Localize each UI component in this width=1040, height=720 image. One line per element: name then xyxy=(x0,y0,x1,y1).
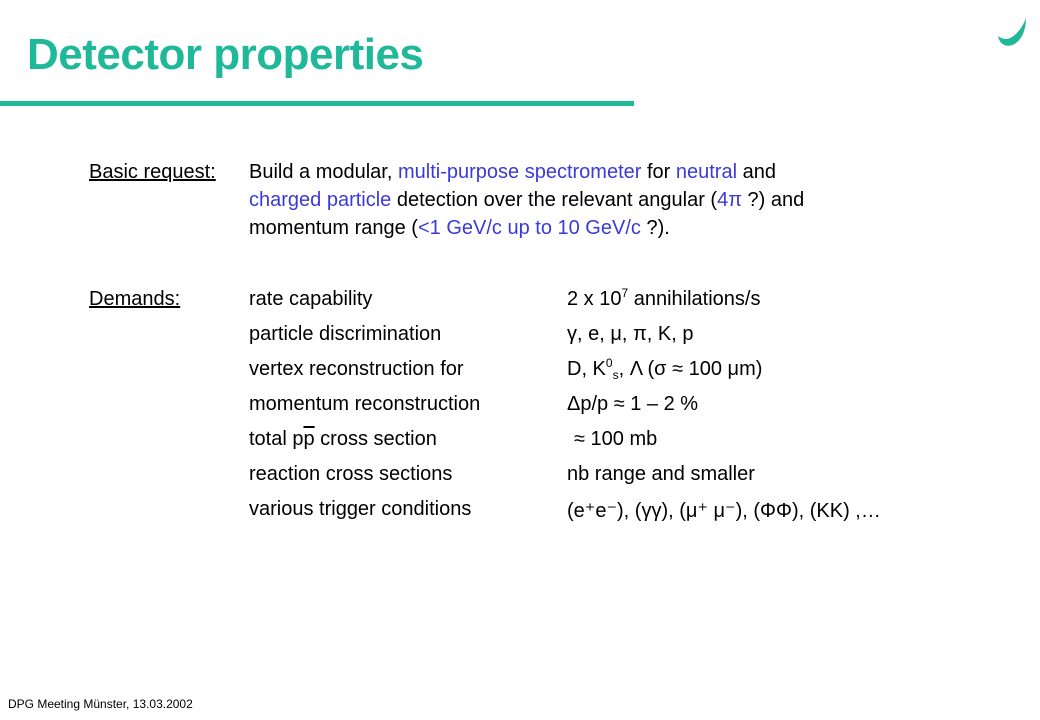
demand-name: vertex reconstruction for xyxy=(249,358,464,380)
demand-value: D, $K^0_s$, Λ (σ ≈ 100 μm) xyxy=(567,356,763,382)
demand-value: ≈ 100 mb xyxy=(574,428,658,450)
footer-text: DPG Meeting Münster, 13.03.2002 xyxy=(8,697,193,711)
demand-value: 2 x $10^7$ annihilations/s xyxy=(567,286,761,310)
demand-name: total $p\overline{p}$ cross section xyxy=(249,428,437,450)
demands-label: Demands: xyxy=(89,288,181,310)
demand-value: Δp/p ≈ 1 – 2 % xyxy=(567,393,699,415)
basic-line-2: charged particle detection over the relevant angular (4π ?) and xyxy=(249,189,805,211)
demand-name: various trigger conditions xyxy=(249,498,472,520)
basic-line-1: Build a modular, multi-purpose spectrometer for neutral and xyxy=(249,161,776,183)
basic-request-text xyxy=(249,158,804,242)
demand-name: momentum reconstruction xyxy=(249,393,481,415)
check-swoosh-icon xyxy=(990,12,1032,54)
demand-value: nb range and smaller xyxy=(567,463,755,485)
basic-line-3: momentum range (<1 GeV/c up to 10 GeV/c ?). xyxy=(249,217,670,239)
title-underline xyxy=(0,101,634,106)
basic-request-label: Basic request: xyxy=(89,161,216,183)
demand-name: particle discrimination xyxy=(249,323,442,345)
demand-name: rate capability xyxy=(249,288,373,310)
demand-name: reaction cross sections xyxy=(249,463,453,485)
demand-value: γ, e, μ, π, K, p xyxy=(567,323,694,345)
demand-value: (e⁺e⁻), (γγ), (μ⁺ μ⁻), (ΦΦ), (KK) ,… xyxy=(567,500,881,522)
slide-title: Detector properties xyxy=(27,30,424,79)
